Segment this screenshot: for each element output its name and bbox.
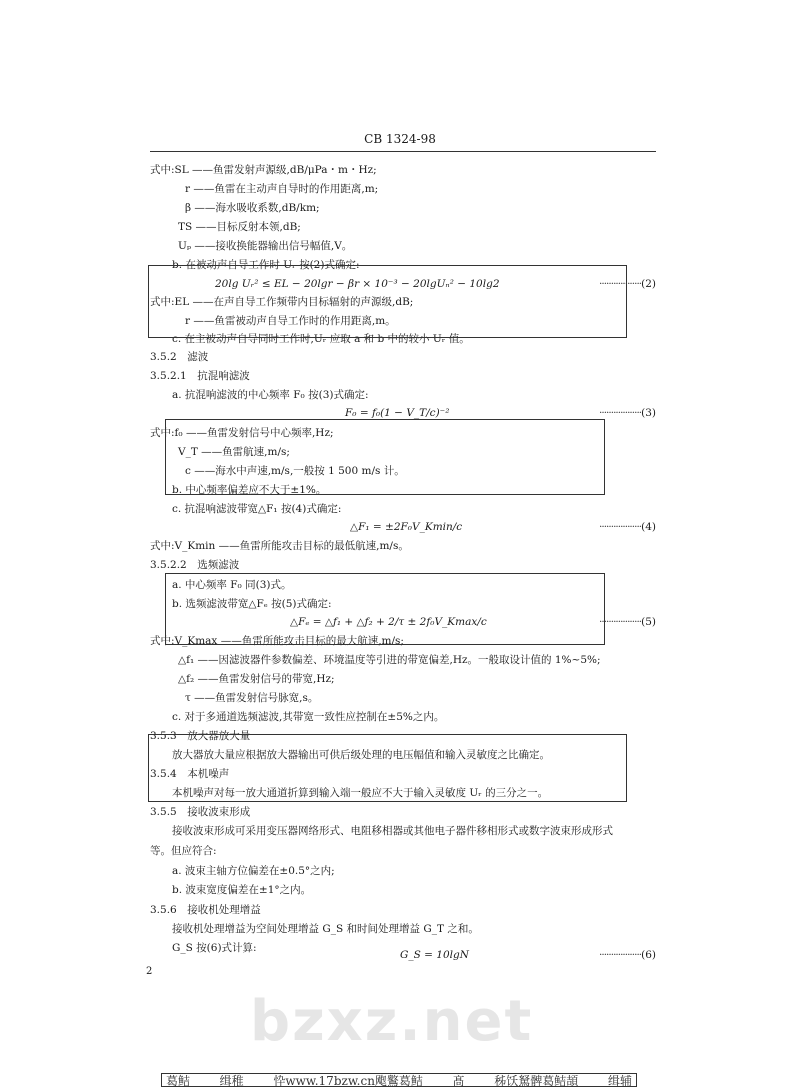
header-rule: [150, 151, 656, 152]
equation-number: ··················(2): [599, 278, 656, 290]
section-heading: 3.5.5 接收波束形成: [150, 806, 251, 818]
text-line: 本机噪声对每一放大通道折算到输入端一般应不大于输入灵敏度 Uᵣ 的三分之一。: [172, 787, 549, 799]
text-line: 接收机处理增益为空间处理增益 G_S 和时间处理增益 G_T 之和。: [172, 923, 479, 935]
text-line: 放大器放大量应根据放大器输出可供后级处理的电压幅值和输入灵敏度之比确定。: [172, 749, 550, 761]
equation-number: ··················(6): [599, 949, 656, 961]
text-line: b. 选频滤波带宽△Fₑ 按(5)式确定:: [172, 598, 332, 610]
watermark: bzxz.net: [250, 989, 534, 1054]
text-line: c ——海水中声速,m/s,一般按 1 500 m/s 计。: [185, 465, 405, 477]
equation-4: △F₁ = ±2F₀V_Kmin/c: [350, 521, 463, 533]
page-number: 2: [146, 966, 153, 977]
text-line: β ——海水吸收系数,dB/km;: [185, 202, 320, 214]
text-line: r ——鱼雷被动声自导工作时的作用距离,m。: [185, 315, 396, 327]
equation-number: ··················(4): [599, 521, 656, 533]
footer-bar: [161, 1073, 637, 1087]
footer-text: 缉辅: [607, 1074, 632, 1088]
section-heading: 3.5.4 本机噪声: [150, 768, 230, 780]
text-line: TS ——目标反射本领,dB;: [178, 221, 301, 233]
equation-2: 20lg Uᵣ² ≤ EL − 20lgr − βr × 10⁻³ − 20lgUₙ² − 10lg2: [215, 278, 500, 290]
equation-6: G_S = 10lgN: [400, 949, 469, 961]
text-line: r ——鱼雷在主动声自导时的作用距离,m;: [185, 183, 379, 195]
annotation-box: [165, 573, 605, 645]
equation-number: ··················(3): [599, 407, 656, 419]
text-line: Uₚ ——接收换能器输出信号幅值,V。: [178, 240, 353, 252]
text-line: 式中:f₀ ——鱼雷发射信号中心频率,Hz;: [150, 427, 334, 439]
text-line: a. 中心频率 F₀ 同(3)式。: [172, 579, 292, 591]
section-heading: 3.5.2.1 抗混响滤波: [150, 370, 250, 382]
text-line: 式中:EL ——在声自导工作频带内目标辐射的声源级,dB;: [150, 296, 414, 308]
text-line: V_T ——鱼雷航速,m/s;: [178, 446, 290, 458]
footer-link[interactable]: 忰www.17bzw.cn飑鸄葛鲒: [273, 1074, 423, 1088]
section-heading: 3.5.2.2 选频滤波: [150, 559, 240, 571]
document-header: CB 1324-98: [364, 132, 436, 146]
equation-3: F₀ = f₀(1 − V_T/c)⁻²: [345, 407, 450, 419]
section-heading: 3.5.3 放大器放大量: [150, 730, 251, 742]
footer-text: 缉稚: [219, 1074, 244, 1088]
equation-5: △Fₑ = △f₁ + △f₂ + 2/τ ± 2f₀V_Kmax/c: [290, 616, 487, 628]
equation-number: ··················(5): [599, 616, 656, 628]
annotation-box: [165, 419, 605, 495]
text-line: △f₂ ——鱼雷发射信号的带宽,Hz;: [178, 673, 335, 685]
text-line: G_S 按(6)式计算:: [172, 942, 257, 954]
text-line: 式中:SL ——鱼雷发射声源级,dB/μPa・m・Hz;: [150, 164, 377, 176]
annotation-box: [148, 265, 627, 338]
text-line: b. 中心频率偏差应不大于±1%。: [172, 484, 327, 496]
text-line: c. 在主被动声自导同时工作时,Uᵣ 应取 a 和 b 中的较小 Uᵣ 值。: [172, 333, 470, 345]
footer-text: 髙: [452, 1074, 465, 1088]
footer-text: 葛鲒: [166, 1074, 191, 1088]
text-line: τ ——鱼雷发射信号脉宽,s。: [185, 692, 319, 704]
text-line: 接收波束形成可采用变压器网络形式、电阻移相器或其他电子器件移相形式或数字波束形成形式: [172, 825, 613, 837]
text-line: a. 波束主轴方位偏差在±0.5°之内;: [172, 865, 335, 877]
text-line: 式中:V_Kmax ——鱼雷所能攻击目标的最大航速,m/s;: [150, 635, 404, 647]
text-line: 等。但应符合:: [150, 845, 217, 857]
text-line: b. 在被动声自导工作时 Uᵣ 按(2)式确定:: [172, 259, 360, 271]
text-line: △f₁ ——因滤波器件参数偏差、环境温度等引进的带宽偏差,Hz。一般取设计值的 1%~5%;: [178, 654, 601, 666]
text-line: a. 抗混响滤波的中心频率 F₀ 按(3)式确定:: [172, 389, 369, 401]
section-heading: 3.5.2 滤波: [150, 351, 209, 363]
text-line: c. 对于多通道选频滤波,其带宽一致性应控制在±5%之内。: [172, 711, 445, 723]
footer-text: 秭饫駑髀葛鲒頡: [494, 1074, 579, 1088]
text-line: 式中:V_Kmin ——鱼雷所能攻击目标的最低航速,m/s。: [150, 540, 409, 552]
text-line: c. 抗混响滤波带宽△F₁ 按(4)式确定:: [172, 503, 342, 515]
text-line: b. 波束宽度偏差在±1°之内。: [172, 884, 312, 896]
annotation-box: [148, 734, 627, 802]
section-heading: 3.5.6 接收机处理增益: [150, 904, 261, 916]
